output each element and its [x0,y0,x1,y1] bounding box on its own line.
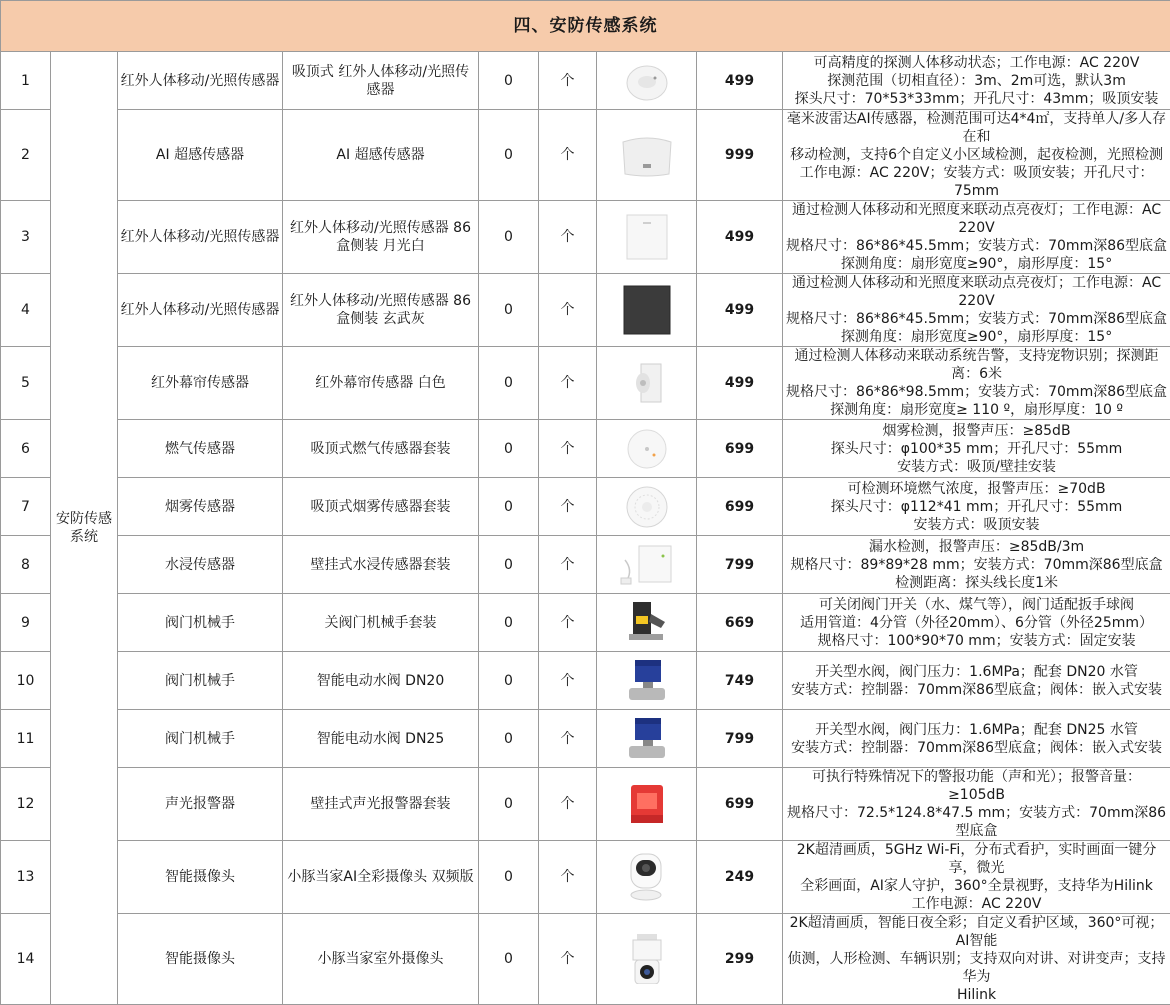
description-line: 2K超清画质，智能日夜全彩；自定义看护区域，360°可视；AI智能 [785,914,1168,950]
item-model: 吸顶式 红外人体移动/光照传感器 [283,52,479,110]
electric-valve-icon [619,714,675,764]
description-line: 移动检测，支持6个自定义小区域检测，起夜检测，光照检测 [785,146,1168,164]
table-row [1,914,1170,1005]
item-unit: 个 [539,914,597,1005]
item-price: 499 [697,274,783,347]
row-number: 9 [1,594,51,652]
row-number: 5 [1,347,51,420]
description-line: 安装方式：控制器：70mm深86型底盒；阀体：嵌入式安装 [785,681,1168,699]
description-line: 规格尺寸：86*86*45.5mm；安装方式：70mm深86型底盒 [785,237,1168,255]
table-row [1,52,1170,110]
description-line: 全彩画面，AI家人守护，360°全景视野，支持华为Hilink [785,877,1168,895]
curtain-sensor-icon [619,358,675,408]
item-price: 499 [697,347,783,420]
row-number: 4 [1,274,51,347]
item-quantity: 0 [479,652,539,710]
description-line: 规格尺寸：72.5*124.8*47.5 mm；安装方式：70mm深86型底盒 [785,804,1168,840]
item-model: 红外人体移动/光照传感器 86盒侧装 月光白 [283,201,479,274]
item-image [597,914,697,1005]
row-number: 14 [1,914,51,1005]
category-cell: 安防传感系统 [51,52,118,1005]
smoke-sensor-icon [619,482,675,532]
item-price: 499 [697,201,783,274]
description-line: 烟雾检测，报警声压：≥85dB [785,422,1168,440]
item-price: 299 [697,914,783,1005]
description-line: 可关闭阀门开关（水、煤气等），阀门适配扳手球阀 [785,596,1168,614]
item-quantity: 0 [479,710,539,768]
item-description [783,914,1170,1005]
description-line: 规格尺寸：86*86*98.5mm；安装方式：70mm深86型底盒 [785,383,1168,401]
item-name: AI 超感传感器 [118,110,283,201]
table-title-row [1,1,1170,52]
item-name: 阀门机械手 [118,594,283,652]
item-model: 吸顶式烟雾传感器套装 [283,478,479,536]
description-line: 探测角度：扇形宽度≥90°，扇形厚度：15° [785,255,1168,273]
item-unit: 个 [539,652,597,710]
item-price: 749 [697,652,783,710]
item-model: 红外人体移动/光照传感器 86盒侧装 玄武灰 [283,274,479,347]
item-name: 阀门机械手 [118,652,283,710]
item-quantity: 0 [479,841,539,914]
row-number: 6 [1,420,51,478]
valve-manipulator-icon [619,598,675,648]
table-row [1,841,1170,914]
ai-radar-sensor-icon [619,130,675,180]
item-image [597,710,697,768]
wall-sensor-white-icon [619,212,675,262]
item-model: AI 超感传感器 [283,110,479,201]
row-number: 3 [1,201,51,274]
item-image [597,52,697,110]
description-line: 可检测环境燃气浓度，报警声压：≥70dB [785,480,1168,498]
item-name: 红外人体移动/光照传感器 [118,201,283,274]
item-model: 小豚当家室外摄像头 [283,914,479,1005]
item-image [597,594,697,652]
item-price: 699 [697,768,783,841]
item-name: 阀门机械手 [118,710,283,768]
table-row [1,110,1170,201]
description-line: 开关型水阀，阀门压力：1.6MPa；配套 DN25 水管 [785,721,1168,739]
item-description [783,52,1170,110]
item-description [783,478,1170,536]
item-name: 燃气传感器 [118,420,283,478]
description-line: 开关型水阀，阀门压力：1.6MPa；配套 DN20 水管 [785,663,1168,681]
row-number: 1 [1,52,51,110]
table-row [1,478,1170,536]
siren-alarm-icon [619,779,675,829]
description-line: 工作电源：AC 220V；安装方式：吸顶安装；开孔尺寸：75mm [785,164,1168,200]
description-line: 安装方式：吸顶安装 [785,516,1168,534]
item-unit: 个 [539,52,597,110]
item-unit: 个 [539,110,597,201]
item-price: 499 [697,52,783,110]
item-image [597,768,697,841]
item-model: 小豚当家AI全彩摄像头 双频版 [283,841,479,914]
item-quantity: 0 [479,594,539,652]
item-unit: 个 [539,347,597,420]
table-row [1,420,1170,478]
item-unit: 个 [539,594,597,652]
row-number: 10 [1,652,51,710]
item-name: 红外幕帘传感器 [118,347,283,420]
table-row [1,768,1170,841]
description-line: 探头尺寸：70*53*33mm；开孔尺寸：43mm；吸顶安装 [785,90,1168,108]
indoor-camera-icon [619,852,675,902]
outdoor-camera-icon [619,934,675,984]
item-unit: 个 [539,201,597,274]
item-price: 249 [697,841,783,914]
table-row [1,347,1170,420]
item-description [783,110,1170,201]
description-line: 通过检测人体移动和光照度来联动点亮夜灯；工作电源：AC 220V [785,201,1168,237]
item-model: 红外幕帘传感器 白色 [283,347,479,420]
item-description [783,420,1170,478]
description-line: 漏水检测，报警声压：≥85dB/3m [785,538,1168,556]
item-image [597,536,697,594]
item-quantity: 0 [479,52,539,110]
row-number: 12 [1,768,51,841]
item-image [597,274,697,347]
item-unit: 个 [539,478,597,536]
item-image [597,841,697,914]
item-name: 烟雾传感器 [118,478,283,536]
item-description [783,652,1170,710]
item-price: 699 [697,478,783,536]
item-unit: 个 [539,536,597,594]
ceiling-motion-sensor-icon [619,56,675,106]
item-quantity: 0 [479,274,539,347]
description-line: 规格尺寸：100*90*70 mm；安装方式：固定安装 [785,632,1168,650]
description-line: 可执行特殊情况下的警报功能（声和光）；报警音量：≥105dB [785,768,1168,804]
item-unit: 个 [539,274,597,347]
item-model: 智能电动水阀 DN20 [283,652,479,710]
item-description [783,347,1170,420]
section-title: 四、安防传感系统 [1,1,1170,52]
item-name: 智能摄像头 [118,841,283,914]
description-line: 探测角度：扇形宽度≥ 110 º，扇形厚度：10 º [785,401,1168,419]
item-description [783,274,1170,347]
item-name: 智能摄像头 [118,914,283,1005]
item-unit: 个 [539,841,597,914]
item-description [783,841,1170,914]
item-description [783,201,1170,274]
item-quantity: 0 [479,201,539,274]
item-name: 红外人体移动/光照传感器 [118,52,283,110]
description-line: 规格尺寸：89*89*28 mm；安装方式：70mm深86型底盒 [785,556,1168,574]
item-quantity: 0 [479,347,539,420]
item-unit: 个 [539,420,597,478]
description-line: 探测范围（切相直径）：3m、2m可选，默认3m [785,72,1168,90]
item-quantity: 0 [479,110,539,201]
item-unit: 个 [539,768,597,841]
row-number: 7 [1,478,51,536]
item-name: 声光报警器 [118,768,283,841]
description-line: 安装方式：吸顶/壁挂安装 [785,458,1168,476]
description-line: 适用管道：4分管（外径20mm）、6分管（外径25mm） [785,614,1168,632]
wall-sensor-gray-icon [619,285,675,335]
item-description [783,768,1170,841]
description-line: 探头尺寸：φ112*41 mm；开孔尺寸：55mm [785,498,1168,516]
row-number: 2 [1,110,51,201]
item-price: 699 [697,420,783,478]
item-name: 红外人体移动/光照传感器 [118,274,283,347]
item-description [783,594,1170,652]
item-price: 799 [697,710,783,768]
item-quantity: 0 [479,478,539,536]
item-image [597,652,697,710]
gas-sensor-icon [619,424,675,474]
description-line: 通过检测人体移动来联动系统告警，支持宠物识别；探测距离：6米 [785,347,1168,383]
row-number: 13 [1,841,51,914]
table-row [1,201,1170,274]
table-row [1,536,1170,594]
table-row [1,274,1170,347]
description-line: Hilink [785,986,1168,1004]
table-row [1,652,1170,710]
water-leak-sensor-icon [619,540,675,590]
item-price: 999 [697,110,783,201]
description-line: 检测距离：探头线长度1米 [785,574,1168,592]
item-image [597,420,697,478]
description-line: 探测角度：扇形宽度≥90°，扇形厚度：15° [785,328,1168,346]
item-description [783,536,1170,594]
table-row [1,710,1170,768]
row-number: 8 [1,536,51,594]
item-image [597,110,697,201]
description-line: 安装方式：控制器：70mm深86型底盒；阀体：嵌入式安装 [785,739,1168,757]
item-model: 吸顶式燃气传感器套装 [283,420,479,478]
description-line: 通过检测人体移动和光照度来联动点亮夜灯；工作电源：AC 220V [785,274,1168,310]
item-quantity: 0 [479,768,539,841]
item-name: 水浸传感器 [118,536,283,594]
item-quantity: 0 [479,914,539,1005]
description-line: 侦测，人形检测、车辆识别；支持双向对讲、对讲变声；支持华为 [785,950,1168,986]
description-line: 可高精度的探测人体移动状态；工作电源：AC 220V [785,54,1168,72]
item-quantity: 0 [479,420,539,478]
description-line: 探头尺寸：φ100*35 mm；开孔尺寸：55mm [785,440,1168,458]
description-line: 工作电源：AC 220V [785,895,1168,913]
description-line: 规格尺寸：86*86*45.5mm；安装方式：70mm深86型底盒 [785,310,1168,328]
row-number: 11 [1,710,51,768]
item-image [597,347,697,420]
item-price: 799 [697,536,783,594]
item-model: 壁挂式声光报警器套装 [283,768,479,841]
item-model: 关阀门机械手套装 [283,594,479,652]
item-description [783,710,1170,768]
table-row [1,594,1170,652]
item-price: 669 [697,594,783,652]
item-model: 壁挂式水浸传感器套装 [283,536,479,594]
item-quantity: 0 [479,536,539,594]
item-model: 智能电动水阀 DN25 [283,710,479,768]
item-image [597,478,697,536]
description-line: 毫米波雷达AI传感器，检测范围可达4*4㎡，支持单人/多人存在和 [785,110,1168,146]
electric-valve-icon [619,656,675,706]
item-unit: 个 [539,710,597,768]
item-image [597,201,697,274]
description-line: 2K超清画质，5GHz Wi-Fi，分布式看护，实时画面一键分享，微光 [785,841,1168,877]
